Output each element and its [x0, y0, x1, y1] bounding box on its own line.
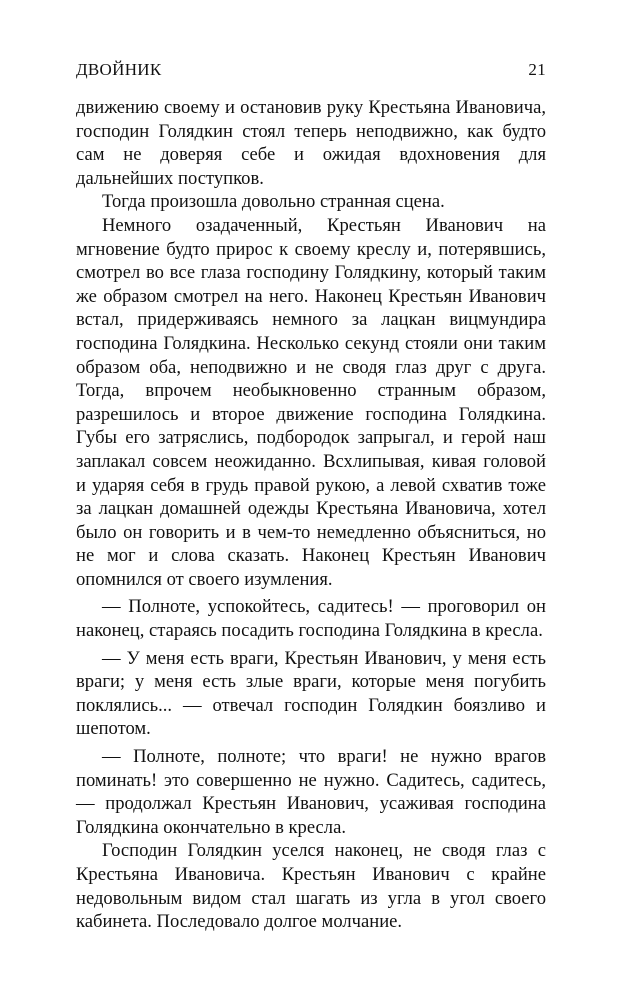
running-title: ДВОЙНИК: [76, 60, 162, 79]
running-head: [76, 60, 546, 84]
dialogue-paragraph: — Полноте, полноте; что враги! не нужно врагов поминать! это совершенно не нужно. Садитесь, садитесь, — продолжал Крестьян Иванович, усаживая господина Голядкина окончательно в кресла.: [76, 746, 546, 838]
dialogue-paragraph: — Полноте, успокойтесь, садитесь! — проговорил он наконец, стараясь посадить господина Голядкина в кресла.: [76, 596, 546, 642]
paragraph: Господин Голядкин уселся наконец, не сводя глаз с Крестьяна Ивановича. Крестьян Иванович с крайне недовольным видом стал шагать из угла в угол своего кабинета. Последовало долгое молчание.: [76, 840, 546, 933]
paragraph: Тогда произошла довольно странная сцена.: [102, 191, 445, 213]
dialogue-paragraph: — У меня есть враги, Крестьян Иванович, у меня есть враги; у меня есть злые враги, которые меня погубить поклялись... — отвечал господин Голядкин боязливо и шепотом.: [76, 647, 546, 740]
page-number: 21: [528, 60, 546, 79]
body-text: [76, 96, 546, 934]
paragraph: Немного озадаченный, Крестьян Иванович на мгновение будто прирос к своему креслу и, потерявшись, смотрел во все глаза господину Голядкину, который таким же образом смотрел на него. Наконец Крестьян Иванович встал, придерживаясь немного за лацкан вицмундира господина Голядкина. Несколько секунд стояли они таким образом оба, неподвижно и не сводя глаз друг с друга. Тогда, впрочем необыкновенно странным образом, разрешилось и второе движение господина Голядкина. Губы его затряслись, подбородок запрыгал, и герой наш заплакал совсем неожиданно. Всхлипывая, кивая головой и ударяя себя в грудь правой рукою, а левой схватив тоже за лацкан домашней одежды Крестьяна Ивановича, хотел было он говорить и в чем-то немедленно объясниться, но не мог и слова сказать. Наконец Крестьян Иванович опомнился от своего изумления.: [76, 214, 546, 590]
paragraph: движению своему и остановив руку Крестьяна Ивановича, господин Голядкин стоял теперь неподвижно, как будто сам не доверяя себе и ожидая вдохновения для дальнейших поступков.: [76, 97, 546, 189]
